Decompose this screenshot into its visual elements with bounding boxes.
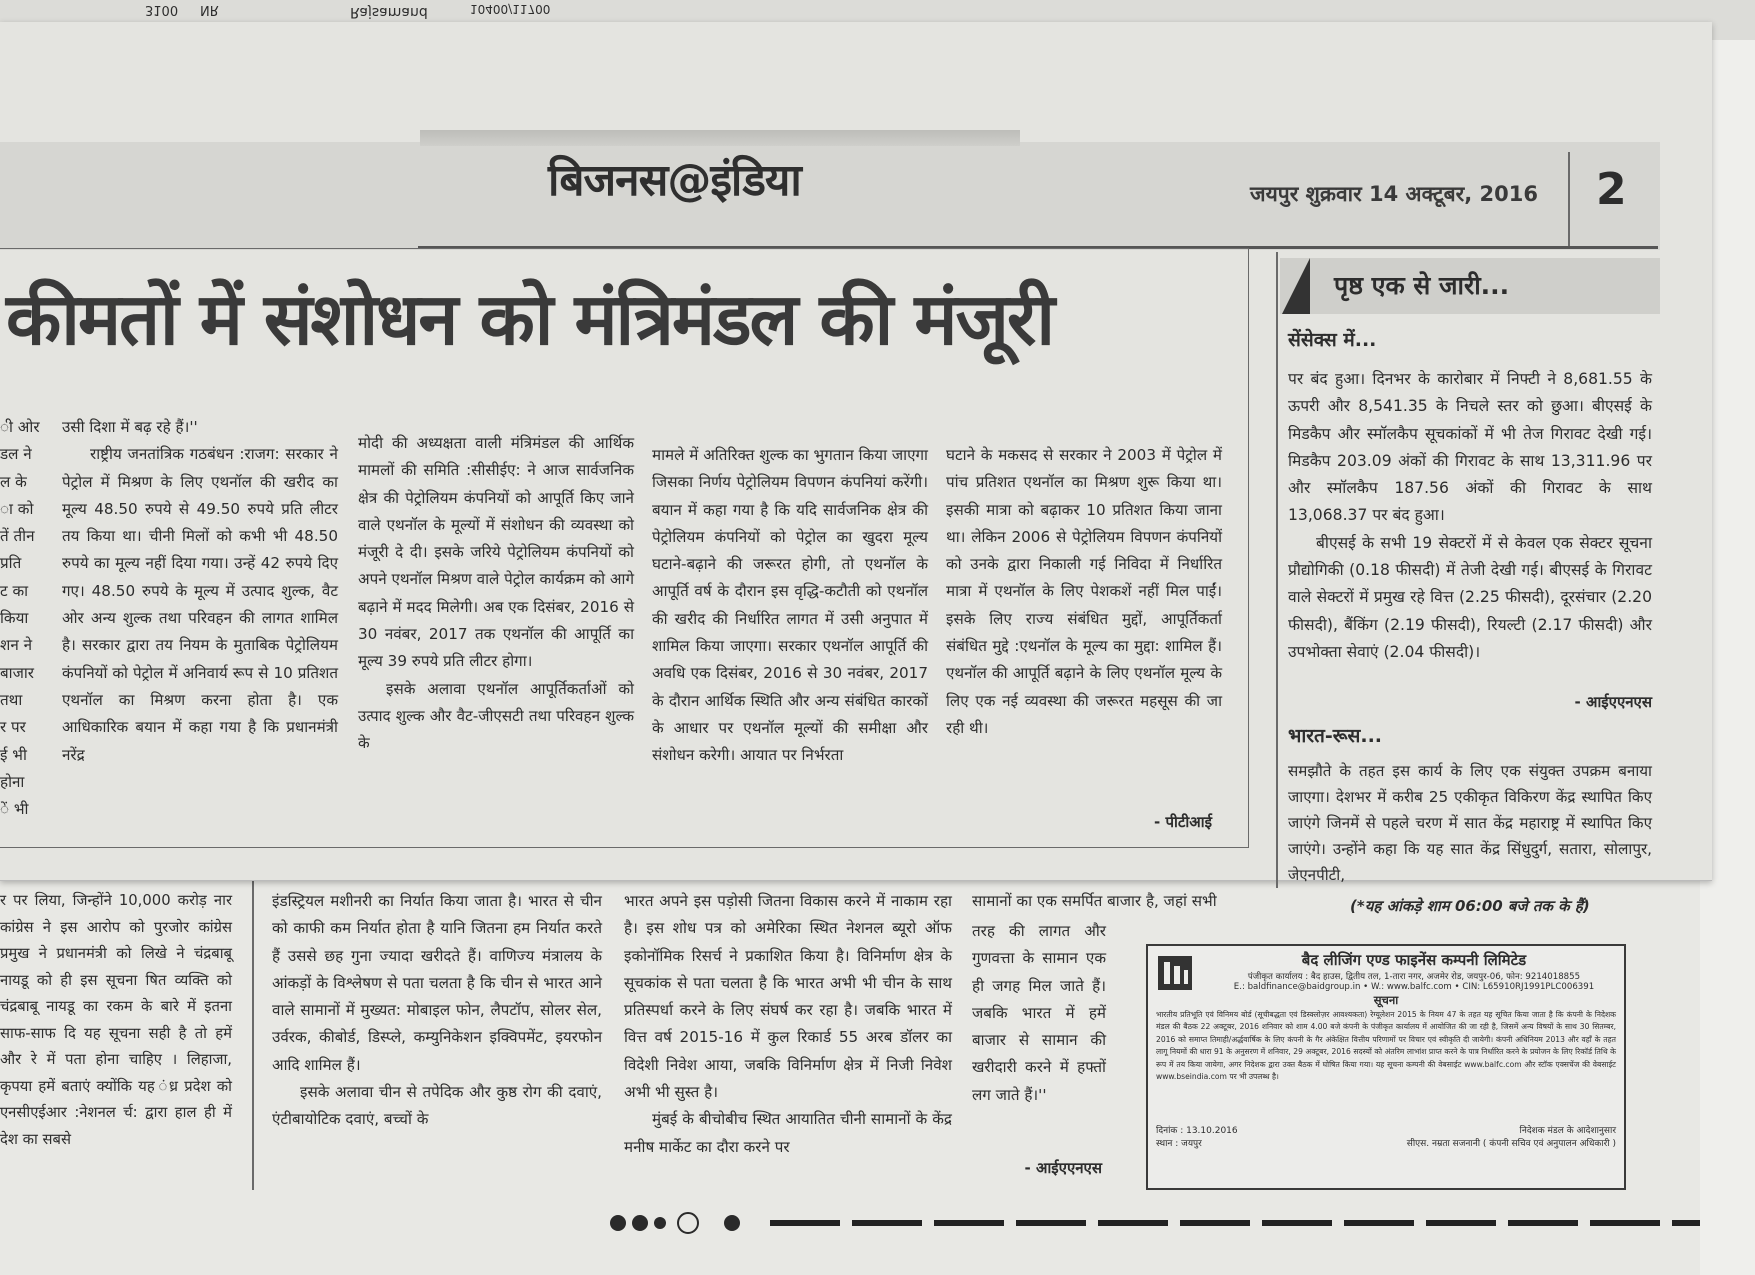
sidebar-rule xyxy=(1276,252,1278,888)
lower-column-b: भारत अपने इस पड़ोसी जितना विकास करने में नाकाम रहा है। इस शोध पत्र को अमेरिका स्थित नेशनल ब्यूरो ऑफ इकोनॉमिक रिसर्च ने प्रकाशित किया है। विनिर्माण क्षेत्र के सूचकांक से पता चलता है कि भारत अभी भी चीन के साथ प्रतिस्पर्धा करने के लिए संघर्ष कर रहा है। जबकि भारत में वित्त वर्ष 2015-16 में कुल रिकार्ड 55 अरब डॉलर का विदेशी निवेश आया, जबकि विनिर्माण क्षेत्र में निजी निवेश अभी भी सुस्त है। मुंबई के बीचोबीच स्थित आयातित चीनी सामानों के केंद्र मनीष मार्केट का दौरा करने पर xyxy=(624,892,952,1156)
sidebar-arrow-icon xyxy=(1282,258,1310,314)
strip-text: 10400/11700 xyxy=(470,2,551,16)
masthead-divider xyxy=(1568,152,1570,246)
sensex-text: पर बंद हुआ। दिनभर के कारोबार में निफ्टी ने 8,681.55 के ऊपरी और 8,541.35 के निचले स्तर को छुआ। बीएसई के मिडकैप और स्मॉलकैप सूचकांकों में भी तेज गिरावट देखी गई। मिडकैप 203.09 अंकों की गिरावट के साथ 13,311.96 पर और स्मॉलकैप 187.56 अंकों की गिरावट के साथ 13,068.37 पर बंद हुआ। बीएसई के सभी 19 सेक्टरों में से केवल एक सेक्टर सूचना प्रौद्योगिकी (0.18 फीसदी) में तेजी देखी गई। बीएसई के गिरावट वाले सेक्टरों में प्रमुख रहे वित्त (2.25 फीसदी), दूरसंचार (2.20 फीसदी), बैंकिंग (2.19 फीसदी), रियल्टी (2.17 फीसदी) और उपभोक्ता सेवाएं (2.04 फीसदी)। xyxy=(1288,370,1652,661)
ad-date: दिनांक : 13.10.2016 xyxy=(1156,1126,1238,1136)
story-column-1: उसी दिशा में बढ़ रहे हैं।'' राष्ट्रीय जनतांत्रिक गठबंधन :राजग: सरकार ने पेट्रोल में मिश्रण के लिए एथनॉल की खरीद का मूल्य 48.50 रुपये से 49.50 रुपये प्रति लीटर तय किया था। चीनी मिलों को कभी भी 48.50 रुपये का मूल्य नहीं दिया गया। उन्हें 42 रुपये दिए गए। 48.50 रुपये के मूल्य में उत्पाद शुल्क, वैट ओर अन्य शुल्क तथा परिवहन की लागत शामिल है। सरकार द्वारा तय नियम के मुताबिक पेट्रोलियम कंपनियों को पेट्रोल में अनिवार्य रूप से 10 प्रतिशत एथनॉल का मिश्रण करना होता है। एक आधिकारिक बयान में कहा गया है कि प्रधानमंत्री नरेंद्र xyxy=(62,418,338,764)
lower-column-c: तरह की लागत और गुणवत्ता के सामान एक ही जगह मिल जाते हैं। जबकि भारत में हमें बाजार से सामान की खरीदारी करने में हफ्तों लग जाते हैं।'' xyxy=(972,922,1106,1104)
ad-notice-title: सूचना xyxy=(1373,993,1399,1007)
lower-credit: - आईएएनएस xyxy=(1024,1159,1102,1177)
ad-order: निदेशक मंडल के आदेशानुसार xyxy=(1519,1126,1616,1136)
ad-contact: E.: baldfinance@baidgroup.in • W.: www.balfc.com • CIN: L65910RJ1991PLC006391 xyxy=(1233,982,1595,992)
ad-address: पंजीकृत कार्यालय : बैद हाउस, द्वितीय तल, 1-तारा नगर, अजमेर रोड, जयपुर-06, फोन: 9214018855 xyxy=(1247,972,1581,982)
ad-company-name: बैद लीजिंग एण्ड फाइनेंस कम्पनी लिमिटेड xyxy=(1301,951,1527,969)
lower-column-c-top: सामानों का एक समर्पित बाजार है, जहां सभी xyxy=(972,892,1217,910)
strip-text: Rajsamand xyxy=(350,4,428,20)
ad-body: भारतीय प्रतिभूति एवं विनिमय बोर्ड (सूचीबद्धता एवं डिस्क्लोज़र आवश्यकता) रेग्यूलेशन 2015 के नियम 47 के तहत यह सूचित किया जाता है कि कंपनी के निदेशक मंडल की बैठक 22 अक्टूबर, 2016 शनिवार को शाम 4.00 बजे कंपनी के पंजीकृत कार्यालय में आयोजित की जा रही है, जिसमें अन्य विषयों के साथ 30 सितम्बर, 2016 को समाप्त तिमाही/अर्द्धवार्षिक के लिए कंपनी के गैर अंकेक्षित वित्तीय परिणामों पर विचार एवं स्वीकृति दी जायेगी। कंपनी अधिनियम 2013 और वहाँ के तहत लागू नियमों की धारा 91 के अनुसरण में शनिवार, 29 अक्टूबर, 2016 सदस्यों को अंतरिम लाभांश प्राप्त करने के पात्र निर्धारित करने के प्रयोजन के लिए रिकॉर्ड तिथि के रूप में तय किया जायेगा, अगर निदेशक द्वारा उक्त बैठक में घोषित किया गया। यह सूचना कम्पनी की वेबसाईट www.balfc.com और स्टॉक एक्सचेंज की वेबसाईट www.bseindia.com पर भी उपलब्ध है। xyxy=(1156,1010,1616,1082)
story-column-edge: ी ओर डल ने ल के ा को तें तीन प्रति ट का किया शन ने बाजार तथा र पर ई भी होना ें भी xyxy=(0,418,40,819)
strip-text: 3100 xyxy=(145,2,179,17)
decorative-dots xyxy=(610,1212,746,1234)
page-number: 2 xyxy=(1596,164,1627,215)
story-column-4: घटाने के मकसद से सरकार ने 2003 में पेट्रोल में पांच प्रतिशत एथनॉल का मिश्रण शुरू किया था। इसकी मात्रा को बढ़ाकर 10 प्रतिशत किया जाना था। लेकिन 2006 से पेट्रोलियम विपणन कंपनियों को उनके द्वारा निकाली गई निविदा में निर्धारित मात्रा में एथनॉल के लिए पेशकशें नहीं मिल पाईं। इसके लिए राज्य संबंधित मुद्दों, आपूर्तिकर्ता संबंधित मुद्दे :एथनॉल के मूल्य का मुद्दा: शामिल हैं। एथनॉल की आपूर्ति बढ़ाने के लिए एथनॉल मूल्य के लिए एक नई व्यवस्था की जरूरत महसूस की जा रही थी। xyxy=(946,446,1222,737)
bharat-rus-heading: भारत-रूस... xyxy=(1288,725,1383,747)
dateline: जयपुर शुक्रवार 14 अक्टूबर, 2016 xyxy=(1250,182,1538,206)
column-rule xyxy=(252,860,254,1190)
strip-text: NR xyxy=(200,2,219,17)
lower-left-column: र पर लिया, जिन्होंने 10,000 करोड़ नार कांग्रेस ने इस आरोप को पुरजोर कांग्रेस प्रमुख ने प्रधानमंत्री को लिखे ने चंद्रबाबू नायडू को ही इस सूचना षित व्यक्ति को चंद्रबाबू नायडू का रकम के बारे में इतना साफ-साफ दि यह सूचना सही है तो हमें और रे में पता होना चाहिए । लिहाजा, कृपया हमें बताएं क्योंकि यह ंध्र प्रदेश को एनसीएईआर :नेशनल र्च: द्वारा हाल ही में देश का सबसे xyxy=(0,892,232,1148)
sensex-credit: - आईएएनएस xyxy=(1574,693,1652,711)
masthead-section: बिजनस@इंडिया xyxy=(548,155,801,206)
story-column-2: मोदी की अध्यक्षता वाली मंत्रिमंडल की आर्थिक मामलों की समिति :सीसीईए: ने आज सार्वजनिक क्षेत्र की पेट्रोलियम कंपनियों को आपूर्ति किए जाने वाले एथनॉल के मूल्यों में संशोधन की व्यवस्था को मंजूरी दे दी। इसके जरिये पेट्रोलियम कंपनियों को अपने एथनॉल मिश्रण वाले पेट्रोल कार्यक्रम को आगे बढ़ाने में मदद मिलेगी। अब एक दिसंबर, 2016 से 30 नवंबर, 2017 तक एथनॉल की आपूर्ति का मूल्य 39 रुपये प्रति लीटर होगा। इसके अलावा एथनॉल आपूर्तिकर्ताओं को उत्पाद शुल्क और वैट-जीएसटी तथा परिवहन शुल्क के xyxy=(358,434,634,753)
sensex-footnote: (*यह आंकड़े शाम 06:00 बजे तक के हैं) xyxy=(1350,897,1590,915)
story-column-3: मामले में अतिरिक्त शुल्क का भुगतान किया जाएगा जिसका निर्णय पेट्रोलियम विपणन कंपनियां करेंगी। बयान में कहा गया है कि यदि सार्वजनिक क्षेत्र की पेट्रोलियम कंपनियों को पेट्रोल का खुदरा मूल्य घटाने-बढ़ाने की जरूरत होगी, तो एथनॉल के आपूर्ति वर्ष के दौरान इस वृद्धि-कटौती को एथनॉल की खरीद की निर्धारित लागत में उसी अनुपात में शामिल किया जाएगा। सरकार एथनॉल आपूर्ति की अवधि एक दिसंबर, 2016 से 30 नवंबर, 2017 के दौरान आर्थिक स्थिति और अन्य संबंधित कारकों के आधार पर एथनॉल मूल्यों की समीक्षा और संशोधन करेगी। आयात पर निर्भरता xyxy=(652,446,928,765)
bharat-rus-text: समझौते के तहत इस कार्य के लिए एक संयुक्त उपक्रम बनाया जाएगा। देशभर में करीब 25 एकीकृत विकिरण केंद्र स्थापित किए जाएंगे जिनमें से पहले चरण में सात केंद्र महाराष्ट्र में स्थापित किए जाएंगे। उन्होंने कहा कि यह सात केंद्र सिंधुदुर्ग, सतारा, सोलापुर, जेएनपीटी, xyxy=(1288,762,1652,884)
decorative-dashes xyxy=(770,1220,1700,1226)
ad-box xyxy=(1146,944,1626,1190)
ad-signatory: सीएस. नम्रता सजनानी ( कंपनी सचिव एवं अनुपालन अधिकारी ) xyxy=(1406,1139,1616,1149)
ad-logo xyxy=(1158,956,1192,990)
ad-place: स्थान : जयपुर xyxy=(1156,1139,1202,1149)
lower-column-a: इंडस्ट्रियल मशीनरी का निर्यात किया जाता है। भारत से चीन को काफी कम निर्यात होता है यानि जितना हम निर्यात करते हैं उससे छह गुना ज्यादा खरीदते हैं। वाणिज्य मंत्रालय के आंकड़ों के विश्लेषण से पता चलता है कि चीन से भारत आने वाले सामानों में मुख्यत: मोबाइल फोन, लैपटॉप, सोलर सेल, उर्वरक, कीबोर्ड, डिस्प्ले, कम्युनिकेशन इक्विपमेंट, इयरफोन आदि शामिल हैं। इसके अलावा चीन से तपेदिक और कुष्ठ रोग की दवाएं, एंटीबायोटिक दवाएं, बच्चों के xyxy=(272,892,602,1129)
masthead-bar xyxy=(420,130,1020,146)
headline: कीमतों में संशोधन को मंत्रिमंडल की मंजूरी xyxy=(6,277,1053,361)
sidebar-title: पृष्ठ एक से जारी... xyxy=(1334,271,1510,300)
main-sheet xyxy=(0,22,1712,884)
sensex-heading: सेंसेक्स में... xyxy=(1288,329,1377,351)
story-credit: - पीटीआई xyxy=(1154,813,1212,831)
